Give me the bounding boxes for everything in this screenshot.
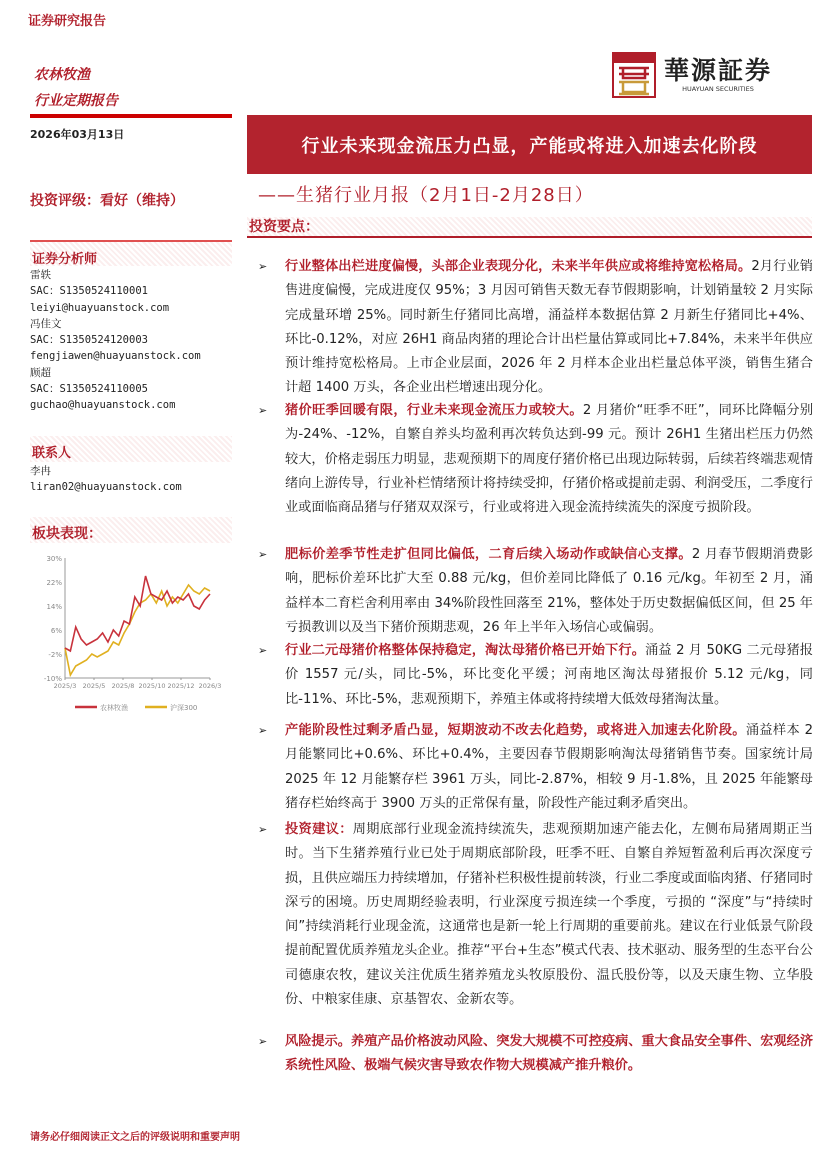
key-point-lead: 行业二元母猪价格整体保持稳定，淘汰母猪价格已开始下行。 <box>285 643 646 658</box>
contact-info <box>30 463 182 496</box>
key-point-body: 养殖产品价格波动风险、突发大规模不可控疫病、重大食品安全事件、宏观经济系统性风险、极端气候灾害导致农作物大规模减产推升粮价。 <box>285 1034 814 1074</box>
analyst-line: 冯佳文 <box>30 317 62 330</box>
analyst-line: 雷轶 <box>30 269 51 281</box>
sector-performance-heading: 板块表现： <box>30 517 232 543</box>
key-point-body: 2月行业销售进度偏慢，完成进度仅 95%；3 月因可销售天数无春节假期影响，计划销量较 2 月实际完成量环增 25%。同时新生仔猪同比高增，涌益样本数据估算 2 月新生仔猪同比+4%、环比-0.12%，对应 26H1 商品肉猪的理论合计出栏量估算或同比+7.84%，未来半年供应预计维持宽松格局。上市企业层面，2026 年 2 月样本企业出栏量总体平淡，销售生猪合计超 1400 万头，各企业出栏增速出现分化。 <box>285 259 813 396</box>
x-tick-label: 2025/10 <box>138 682 166 690</box>
bullet-arrow-icon: ➢ <box>258 548 268 561</box>
analyst-line: SAC：S1350524120003 <box>30 334 148 347</box>
x-tick-label: 2026/3 <box>198 682 222 690</box>
report-subtitle: ——生猪行业月报（2月1日-2月28日） <box>258 185 594 206</box>
report-type: 行业定期报告 <box>34 93 118 109</box>
analyst-email[interactable]: leiyi@huayuanstock.com <box>30 301 170 314</box>
logo-name-en: HUAYUAN SECURITIES <box>682 85 754 93</box>
series-line-0 <box>65 576 210 651</box>
bullet-arrow-icon: ➢ <box>258 404 268 417</box>
y-tick-label: -10% <box>43 675 62 683</box>
y-tick-label: 22% <box>46 579 62 587</box>
bullet-arrow-icon: ➢ <box>258 1035 268 1048</box>
bullet-arrow-icon: ➢ <box>258 823 268 836</box>
sector-name: 农林牧渔 <box>34 67 90 83</box>
contact-email[interactable]: liran02@huayuanstock.com <box>30 481 182 494</box>
key-point-lead: 投资建议： <box>285 822 353 837</box>
analyst-line: 顾超 <box>30 366 51 379</box>
key-point-body: 2 月猪价“旺季不旺”，同环比降幅分别为-24%、-12%，自繁自养头均盈利再次转负达到-99 元。预计 26H1 生猪出栏压力仍然较大，价格走弱压力明显，悲观预期下的周度仔猪价格已出现边际转弱，后续若终端悲观情绪向上游传导，行业补栏情绪预计将持续受抑，仔猪价格或提前走弱、利润受压，二季度行业或面临商品猪与仔猪双双深亏，行业或将进入现金流持续流失的深度亏损阶段。 <box>285 403 814 516</box>
key-point <box>258 719 813 816</box>
y-tick-label: 30% <box>46 555 62 563</box>
key-point-lead: 产能阶段性过剩矛盾凸显，短期波动不改去化趋势，或将进入加速去化阶段。 <box>285 723 746 738</box>
analyst-line: SAC：S1350524110005 <box>30 383 148 396</box>
key-point-body: 2 月春节假期消费影响，肥标价差环比扩大至 0.88 元/kg，但价差同比降低了 0.16 元/kg。年初至 2 月，涌益样本二育栏舍利用率由 34%阶段性回落至 21%，整体处于历史数据偏低区间，但 25 年亏损教训以及当下猪价预期悲观，26 年上半年入场信心或偏弱。 <box>285 547 813 635</box>
key-point-body: 涌益 2 月 50KG 二元母猪报价 1557 元/头，同比-5%，环比变化平缓；河南地区淘汰母猪报价 5.12 元/kg，同比-11%、环比-5%，悲观预期下，养殖主体或将持续增大低效母猪淘汰量。 <box>285 643 813 707</box>
y-tick-label: -2% <box>48 651 62 659</box>
bullet-arrow-icon: ➢ <box>258 644 268 657</box>
x-tick-label: 2025/5 <box>82 682 106 690</box>
analyst-line: SAC：S1350524110001 <box>30 285 148 298</box>
key-point <box>258 399 813 520</box>
key-point-body: 涌益样本 2 月能繁同比+0.6%、环比+0.4%，主要因春节假期影响淘汰母猪销售节奏。国家统计局 2025 年 12 月能繁存栏 3961 万头，同比-2.87%，相较 9 月-1.8%，且 2025 年能繁母猪存栏始终高于 3900 万头的正常保有量，阶段性产能过剩矛盾突出。 <box>285 723 813 811</box>
contact-name: 李冉 <box>30 465 51 477</box>
logo-mark-icon <box>612 52 656 98</box>
key-point-lead: 行业整体出栏进度偏慢，头部企业表现分化，未来半年供应或将维持宽松格局。 <box>285 259 752 274</box>
key-point-lead: 肥标价差季节性走扩但同比偏低，二育后续入场动作或缺信心支撑。 <box>285 547 692 562</box>
bullet-arrow-icon: ➢ <box>258 260 268 273</box>
doc-type-label: 证券研究报告 <box>28 14 107 29</box>
investment-rating: 投资评级：看好（维持） <box>30 193 184 209</box>
disclaimer-footer: 请务必仔细阅读正文之后的评级说明和重要声明 <box>30 1132 240 1143</box>
key-point <box>258 818 813 1012</box>
report-date: 2026年03月13日 <box>30 128 125 141</box>
report-title: 行业未来现金流压力凸显，产能或将进入加速去化阶段 <box>247 115 812 174</box>
x-tick-label: 2025/12 <box>167 682 195 690</box>
legend-label: 农林牧渔 <box>100 704 128 712</box>
key-points-heading: 投资要点： <box>247 217 812 238</box>
key-point <box>258 639 813 712</box>
company-logo <box>612 52 772 98</box>
key-point <box>258 543 813 640</box>
key-point <box>258 1030 813 1079</box>
series-line-1 <box>65 585 210 675</box>
bullet-arrow-icon: ➢ <box>258 724 268 737</box>
analyst-email[interactable]: fengjiawen@huayuanstock.com <box>30 350 201 363</box>
key-point-body: 周期底部行业现金流持续流失，悲观预期加速产能去化，左侧布局猪周期正当时。当下生猪养殖行业已处于周期底部阶段，旺季不旺、自繁自养短暂盈利后再次深度亏损，且供应端压力持续增加，仔猪补栏积极性提前转淡，行业二季度或面临肉猪、仔猪同时深亏的困境。历史周期经验表明，行业深度亏损连续一个季度，亏损的 “深度”与“持续时间”持续消耗行业现金流，这通常也是新一轮上行周期的重要前兆。建议在行业低景气阶段提前配置优质养殖龙头企业。推荐“平台+生态”模式代表、技术驱动、服务型的生态平台公司德康农牧，建议关注优质生猪养殖龙头牧原股份、温氏股份等，以及天康生物、立华股份、中粮家佳康、京基智农、金新农等。 <box>285 822 814 1008</box>
y-tick-label: 14% <box>46 603 62 611</box>
contact-heading: 联系人 <box>30 436 232 462</box>
analysts-info <box>30 267 201 414</box>
divider <box>30 114 232 118</box>
analyst-email[interactable]: guchao@huayuanstock.com <box>30 399 176 412</box>
y-tick-label: 6% <box>50 627 62 635</box>
analysts-heading: 证券分析师 <box>30 240 232 266</box>
key-point-lead: 猪价旺季回暖有限，行业未来现金流压力或较大。 <box>285 403 583 418</box>
sector-performance-chart <box>30 550 232 720</box>
x-tick-label: 2025/3 <box>53 682 77 690</box>
key-point <box>258 255 813 401</box>
x-tick-label: 2025/8 <box>111 682 135 690</box>
key-point-lead: 风险提示。 <box>285 1034 352 1049</box>
legend-label: 沪深300 <box>170 704 198 712</box>
sector-block <box>34 62 118 114</box>
logo-name-cn: 華源証券 <box>664 56 773 85</box>
